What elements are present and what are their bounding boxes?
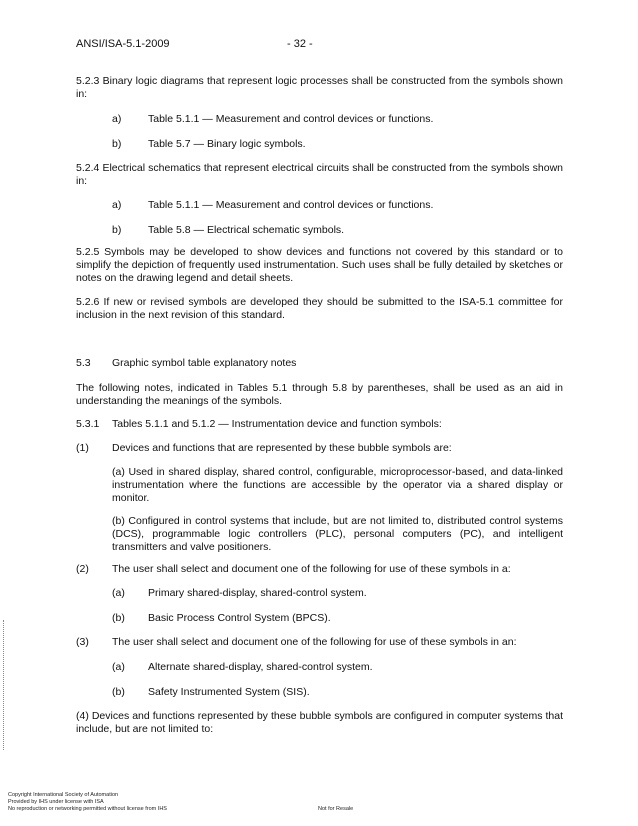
list-label: (a) xyxy=(112,587,125,599)
list-item: Primary shared-display, shared-control system. xyxy=(148,587,367,599)
list-label: b) xyxy=(112,138,122,150)
list-item: Table 5.1.1 — Measurement and control devices or functions. xyxy=(148,199,434,211)
subsection-title: Tables 5.1.1 and 5.1.2 — Instrumentation device and function symbols: xyxy=(112,418,442,430)
list-label: (b) xyxy=(112,612,125,624)
note-item: (a) Used in shared display, shared control, configurable, microprocessor-based, and data-linked instrumentation where the functions are accessible by the operator via a shared display or monitor. xyxy=(112,466,563,504)
note-text: Devices and functions that are represented by these bubble symbols are: xyxy=(112,442,452,454)
list-item: Safety Instrumented System (SIS). xyxy=(148,686,310,698)
list-label: b) xyxy=(112,224,122,236)
note-number: (3) xyxy=(76,636,89,648)
section-number: 5.3 xyxy=(76,357,91,369)
page-number: - 32 - xyxy=(287,38,313,50)
footer-reproduction: No reproduction or networking permitted without license from IHS xyxy=(8,806,167,812)
para-5-2-4: 5.2.4 Electrical schematics that represent electrical circuits shall be constructed from the symbols shown in: xyxy=(76,162,563,187)
para-5-2-5: 5.2.5 Symbols may be developed to show devices and functions not covered by this standard or to simplify the depiction of frequently used instrumentation. Such uses shall be fully detailed by sketches or notes on the drawing legend and detail sheets. xyxy=(76,246,563,284)
note-number: (2) xyxy=(76,563,89,575)
list-label: (b) xyxy=(112,686,125,698)
subsection-number: 5.3.1 xyxy=(76,418,100,430)
note-text: The user shall select and document one of the following for use of these symbols in an: xyxy=(112,636,517,648)
footer-copyright: Copyright International Society of Automation xyxy=(8,792,119,798)
list-item: Table 5.1.1 — Measurement and control devices or functions. xyxy=(148,113,434,125)
footer-resale: Not for Resale xyxy=(318,806,354,812)
list-item: Table 5.7 — Binary logic symbols. xyxy=(148,138,306,150)
doc-id: ANSI/ISA-5.1-2009 xyxy=(76,38,170,50)
list-label: a) xyxy=(112,199,122,211)
list-item: Alternate shared-display, shared-control system. xyxy=(148,661,373,673)
para-5-2-6: 5.2.6 If new or revised symbols are developed they should be submitted to the ISA-5.1 committee for inclusion in the next revision of this standard. xyxy=(76,296,563,321)
note-4: (4) Devices and functions represented by these bubble symbols are configured in computer systems that include, but are not limited to: xyxy=(76,710,563,735)
list-label: a) xyxy=(112,113,122,125)
footer-license: Provided by IHS under license with ISA xyxy=(8,799,104,805)
note-number: (1) xyxy=(76,442,89,454)
para-5-2-3: 5.2.3 Binary logic diagrams that represent logic processes shall be constructed from the symbols shown in: xyxy=(76,75,563,100)
section-title: Graphic symbol table explanatory notes xyxy=(112,357,297,369)
list-label: (a) xyxy=(112,661,125,673)
note-text: The user shall select and document one of the following for use of these symbols in a: xyxy=(112,563,511,575)
list-item: Basic Process Control System (BPCS). xyxy=(148,612,331,624)
note-item: (b) Configured in control systems that include, but are not limited to, distributed control systems (DCS), programmable logic controllers (PLC), personal computers (PC), and intelligent transmitters and valve positioners. xyxy=(112,515,563,553)
margin-mark xyxy=(3,620,10,750)
intro-paragraph: The following notes, indicated in Tables 5.1 through 5.8 by parentheses, shall be used as an aid in understanding the meanings of the symbols. xyxy=(76,382,563,407)
list-item: Table 5.8 — Electrical schematic symbols. xyxy=(148,224,345,236)
